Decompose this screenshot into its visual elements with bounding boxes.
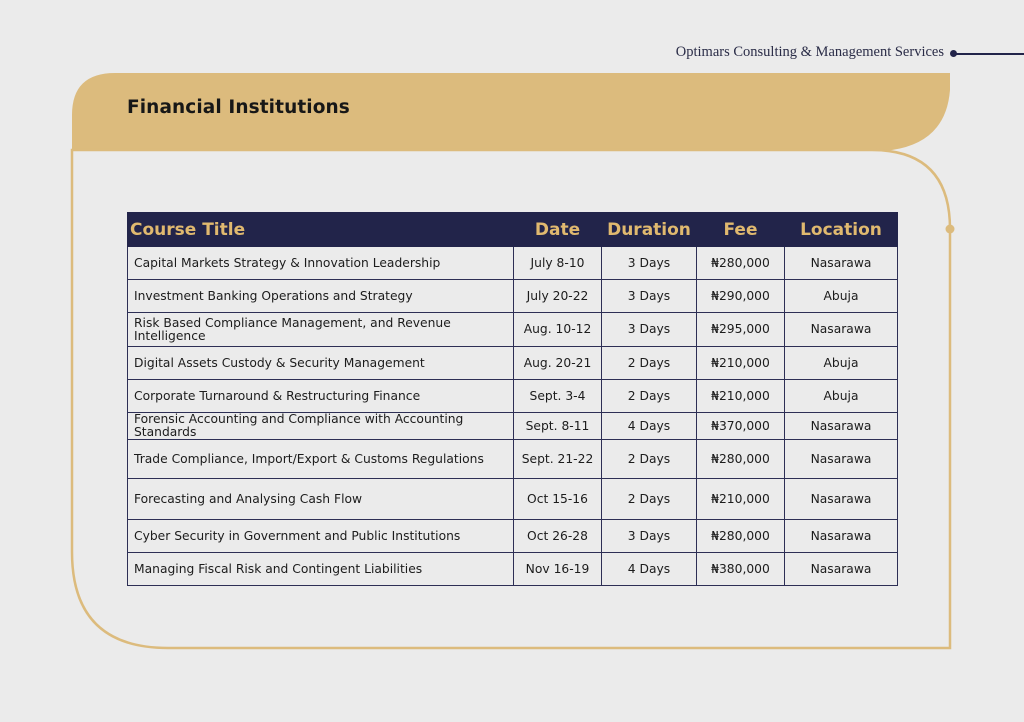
frame-dot — [946, 225, 955, 234]
course-title-cell: Capital Markets Strategy & Innovation Leadership — [128, 247, 514, 280]
table-row — [128, 479, 898, 520]
date-cell: Nov 16-19 — [514, 553, 602, 586]
brand-name: Optimars Consulting & Management Services — [675, 44, 944, 60]
fee-cell: ₦280,000 — [697, 520, 785, 553]
location-cell: Abuja — [785, 347, 898, 380]
date-cell: Aug. 10-12 — [514, 313, 602, 347]
fee-cell: ₦210,000 — [697, 479, 785, 520]
location-cell: Nasarawa — [785, 440, 898, 479]
column-header-duration: Duration — [602, 213, 697, 247]
course-title-cell: Digital Assets Custody & Security Management — [128, 347, 514, 380]
date-cell: July 20-22 — [514, 280, 602, 313]
fee-cell: ₦280,000 — [697, 247, 785, 280]
fee-cell: ₦290,000 — [697, 280, 785, 313]
duration-cell: 3 Days — [602, 313, 697, 347]
location-cell: Nasarawa — [785, 313, 898, 347]
duration-cell: 3 Days — [602, 247, 697, 280]
duration-cell: 2 Days — [602, 440, 697, 479]
fee-cell: ₦295,000 — [697, 313, 785, 347]
table-row — [128, 247, 898, 280]
section-title: Financial Institutions — [127, 97, 350, 118]
location-cell: Nasarawa — [785, 553, 898, 586]
duration-cell: 4 Days — [602, 553, 697, 586]
course-title-cell: Risk Based Compliance Management, and Revenue Intelligence — [128, 313, 514, 347]
table-row — [128, 280, 898, 313]
date-cell: July 8-10 — [514, 247, 602, 280]
fee-cell: ₦210,000 — [697, 380, 785, 413]
column-header-location: Location — [785, 213, 898, 247]
course-title-cell: Cyber Security in Government and Public Institutions — [128, 520, 514, 553]
location-cell: Nasarawa — [785, 520, 898, 553]
fee-cell: ₦380,000 — [697, 553, 785, 586]
location-cell: Nasarawa — [785, 413, 898, 440]
course-title-cell: Investment Banking Operations and Strategy — [128, 280, 514, 313]
date-cell: Oct 26-28 — [514, 520, 602, 553]
fee-cell: ₦280,000 — [697, 440, 785, 479]
location-cell: Abuja — [785, 280, 898, 313]
course-title-cell: Forensic Accounting and Compliance with Accounting Standards — [128, 413, 514, 440]
date-cell: Aug. 20-21 — [514, 347, 602, 380]
date-cell: Sept. 21-22 — [514, 440, 602, 479]
column-header-course-title: Course Title — [128, 213, 514, 247]
table-row — [128, 380, 898, 413]
fee-cell: ₦210,000 — [697, 347, 785, 380]
date-cell: Sept. 8-11 — [514, 413, 602, 440]
table-header-row — [128, 213, 898, 247]
duration-cell: 2 Days — [602, 347, 697, 380]
course-title-cell: Trade Compliance, Import/Export & Customs Regulations — [128, 440, 514, 479]
location-cell: Nasarawa — [785, 247, 898, 280]
course-table — [127, 212, 898, 586]
course-title-cell: Forecasting and Analysing Cash Flow — [128, 479, 514, 520]
date-cell: Oct 15-16 — [514, 479, 602, 520]
duration-cell: 2 Days — [602, 380, 697, 413]
table-row — [128, 440, 898, 479]
table-row — [128, 520, 898, 553]
duration-cell: 2 Days — [602, 479, 697, 520]
location-cell: Abuja — [785, 380, 898, 413]
table-row — [128, 313, 898, 347]
course-title-cell: Managing Fiscal Risk and Contingent Liabilities — [128, 553, 514, 586]
table-row — [128, 347, 898, 380]
date-cell: Sept. 3-4 — [514, 380, 602, 413]
course-title-cell: Corporate Turnaround & Restructuring Finance — [128, 380, 514, 413]
duration-cell: 4 Days — [602, 413, 697, 440]
location-cell: Nasarawa — [785, 479, 898, 520]
table-row — [128, 413, 898, 440]
column-header-date: Date — [514, 213, 602, 247]
fee-cell: ₦370,000 — [697, 413, 785, 440]
duration-cell: 3 Days — [602, 280, 697, 313]
column-header-fee: Fee — [697, 213, 785, 247]
duration-cell: 3 Days — [602, 520, 697, 553]
table-row — [128, 553, 898, 586]
